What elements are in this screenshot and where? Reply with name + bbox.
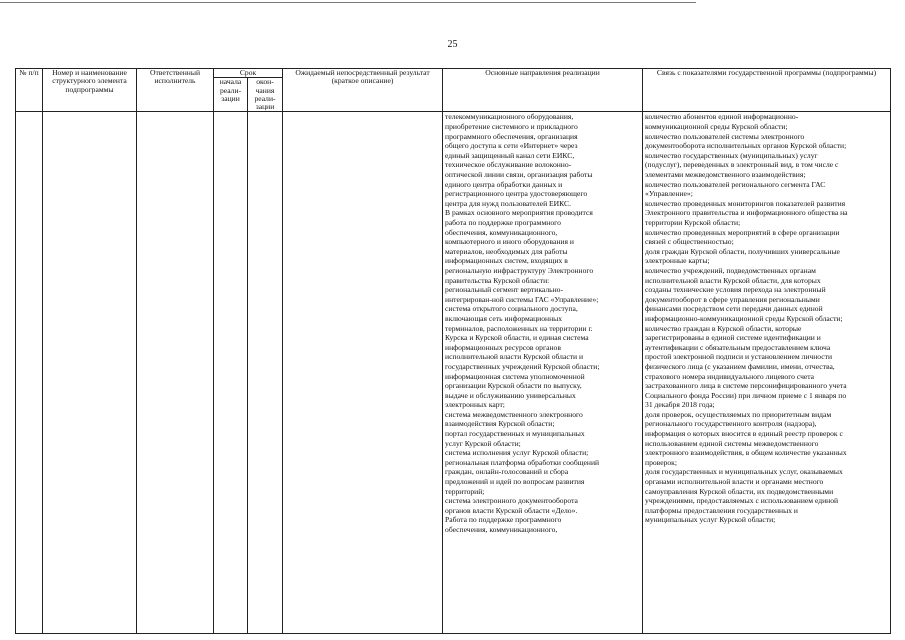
indicators-line: платформы предоставления государственных и: [645, 505, 798, 515]
indicators-line: органами исполнительной власти и органами местного: [645, 477, 824, 487]
directions-line: правительства Курской области:: [445, 275, 550, 285]
cell-term-start: [214, 112, 248, 634]
cell-result: [283, 112, 443, 634]
indicators-line: коммуникационной среды Курской области;: [645, 122, 788, 132]
header-num: № п/п: [16, 69, 43, 112]
directions-line: информационных систем, входящих в: [445, 256, 568, 266]
indicators-line: количество государственных (муниципальных) услуг: [645, 150, 818, 160]
indicators-line: количество абонентов единой информационно-: [645, 112, 799, 122]
indicators-line: электронного взаимодействия, в общем количестве указанных: [645, 448, 847, 458]
indicators-line: зарегистрированы в единой системе идентификации и: [645, 333, 821, 343]
directions-line: региональная платформа обработки сообщений: [445, 457, 600, 467]
indicators-line: физического лица (с указанием фамилии, имени, отчества,: [645, 361, 835, 371]
indicators-line: элементами межведомственного взаимодействия;: [645, 170, 806, 180]
indicators-line: аутентификации с обязательным предоставлением ключа: [645, 342, 831, 352]
directions-line: исполнительной власти Курской области и: [445, 352, 584, 362]
header-term-start: начала реали-зации: [214, 78, 248, 112]
indicators-line: документооборот в сфере управления региональными: [645, 294, 820, 304]
indicators-line: количество проведенных мониторингов показателей развития: [645, 198, 846, 208]
directions-line: компьютерного и иного оборудования и: [445, 237, 574, 247]
indicators-line: доля государственных и муниципальных услуг, оказываемых: [645, 467, 843, 477]
directions-line: В рамках основного мероприятия проводится: [445, 208, 593, 218]
indicators-line: исполнительной власти Курской области, для которых: [645, 275, 821, 285]
header-indicators: Связь с показателями государственной программы (подпрограммы): [643, 69, 891, 112]
directions-line: взаимодействия Курской области;: [445, 419, 555, 429]
directions-line: организации Курской области по выпуску,: [445, 381, 582, 391]
directions-line: включающая сеть информационных: [445, 313, 563, 323]
directions-line: работа по поддержке программного: [445, 218, 561, 228]
directions-line: электронных карт;: [445, 400, 505, 410]
indicators-line: страхового номера индивидуального лицевого счета: [645, 371, 815, 381]
indicators-line: документооборота исполнительных органов Курской области;: [645, 141, 847, 151]
indicators-line: самоуправления Курской области, их подведомственными: [645, 486, 834, 496]
indicators-line: учреждениями, предоставляемых с использованием единой: [645, 496, 839, 506]
cell-indicators: [643, 112, 891, 634]
header-row: [16, 69, 891, 78]
cell-executor: [137, 112, 214, 634]
directions-line: региональную инфраструктуру Электронного: [445, 265, 594, 275]
directions-line: выдаче и обслуживанию универсальных: [445, 390, 576, 400]
indicators-text: [645, 112, 888, 631]
indicators-line: созданы технические условия перехода на электронный: [645, 285, 826, 295]
cell-num: [16, 112, 43, 634]
directions-line: программного обеспечения, организация: [445, 131, 578, 141]
directions-line: органов власти Курской области «Дело».: [445, 505, 578, 515]
indicators-line: (подуслуг), переведенных в электронный вид, в том числе с: [645, 160, 839, 170]
directions-line: общего доступа к сети «Интернет» через: [445, 141, 578, 151]
indicators-line: количество пользователей системы электронного: [645, 131, 805, 141]
cell-directions: [443, 112, 643, 634]
indicators-line: информационно-коммуникационной среды Курской области;: [645, 313, 843, 323]
directions-line: региональный сегмент вертикально-: [445, 285, 563, 295]
indicators-line: простой электронной подписи и установлением личности: [645, 352, 833, 362]
directions-line: портал государственных и муниципальных: [445, 429, 585, 439]
directions-text: [445, 112, 640, 631]
directions-line: материалов, необходимых для работы: [445, 246, 568, 256]
indicators-line: доля граждан Курской области, получивших универсальные: [645, 246, 840, 256]
header-result: Ожидаемый непосредственный результат (краткое описание): [283, 69, 443, 112]
indicators-line: количество пользователей регионального сегмента ГАС: [645, 179, 826, 189]
directions-line: система межведомственного электронного: [445, 409, 583, 419]
directions-line: единого центра обработки данных и: [445, 179, 563, 189]
directions-line: обеспечения, коммуникационного,: [445, 525, 558, 535]
header-term: Срок: [214, 69, 283, 78]
header-executor: Ответственный исполнитель: [137, 69, 214, 112]
table-row: [16, 112, 891, 634]
directions-line: единый защищенный канал сети ЕИКС,: [445, 150, 575, 160]
indicators-line: проверок;: [645, 457, 677, 467]
directions-line: терминалов, расположенных на территории г.: [445, 323, 593, 333]
indicators-line: финансами посредством сети передачи данных единой: [645, 304, 823, 314]
program-table: [15, 68, 891, 634]
directions-line: центра для нужд пользователей ЕИКС.: [445, 198, 572, 208]
header-directions: Основные направления реализации: [443, 69, 643, 112]
directions-line: Курска и Курской области, и единая система: [445, 333, 589, 343]
directions-line: система электронного документооборота: [445, 496, 578, 506]
indicators-line: информация о которых вносится в единый реестр проверок с: [645, 429, 843, 439]
directions-line: территорий;: [445, 486, 485, 496]
directions-line: регистрационного центра удостоверяющего: [445, 189, 588, 199]
indicators-line: количество учреждений, подведомственных органам: [645, 265, 816, 275]
directions-line: информационных ресурсов органов: [445, 342, 561, 352]
cell-term-end: [248, 112, 283, 634]
indicators-line: использованием единой системы межведомственного: [645, 438, 819, 448]
indicators-line: Социального фонда России) при личном приеме с 1 января по: [645, 390, 847, 400]
indicators-line: количество граждан в Курской области, которые: [645, 323, 802, 333]
indicators-line: количество проведенных мероприятий в сфере организации: [645, 227, 840, 237]
directions-line: система открытого социального доступа,: [445, 304, 578, 314]
indicators-line: Электронного правительства и информационного общества на: [645, 208, 848, 218]
page-number: 25: [447, 39, 458, 50]
header-element-name: Номер и наименование структурного элемента подпрограммы: [43, 69, 137, 112]
cell-element-name: [43, 112, 137, 634]
indicators-line: доля проверок, осуществляемых по приоритетным видам: [645, 409, 832, 419]
directions-line: система исполнения услуг Курской области;: [445, 448, 589, 458]
directions-line: государственных учреждений Курской области;: [445, 361, 600, 371]
indicators-line: 31 декабря 2018 года;: [645, 400, 715, 410]
directions-line: граждан, онлайн-голосований и сбора: [445, 467, 569, 477]
directions-line: приобретение системного и прикладного: [445, 122, 578, 132]
top-rule: [0, 2, 696, 3]
directions-line: оптической линии связи, организация работы: [445, 170, 593, 180]
indicators-line: муниципальных услуг Курской области;: [645, 515, 776, 525]
indicators-line: застрахованного лица в системе персонифицированного учета: [645, 381, 847, 391]
directions-line: телекоммуникационного оборудования,: [445, 112, 574, 122]
directions-line: предложений и идей по вопросам развития: [445, 477, 585, 487]
indicators-line: связей с общественностью;: [645, 237, 734, 247]
directions-line: информационная система уполномоченной: [445, 371, 585, 381]
directions-line: интегрирован-ной системы ГАС «Управление»;: [445, 294, 599, 304]
indicators-line: «Управление»;: [645, 189, 693, 199]
header-term-end: окон-чания реали-зации: [248, 78, 283, 112]
directions-line: услуг Курской области;: [445, 438, 521, 448]
indicators-line: электронные карты;: [645, 256, 710, 266]
indicators-line: регионального государственного контроля (надзора),: [645, 419, 817, 429]
directions-line: Работа по поддержке программного: [445, 515, 562, 525]
indicators-line: территории Курской области;: [645, 218, 741, 228]
directions-line: техническое обслуживание волоконно-: [445, 160, 572, 170]
directions-line: обеспечения, коммуникационного,: [445, 227, 558, 237]
